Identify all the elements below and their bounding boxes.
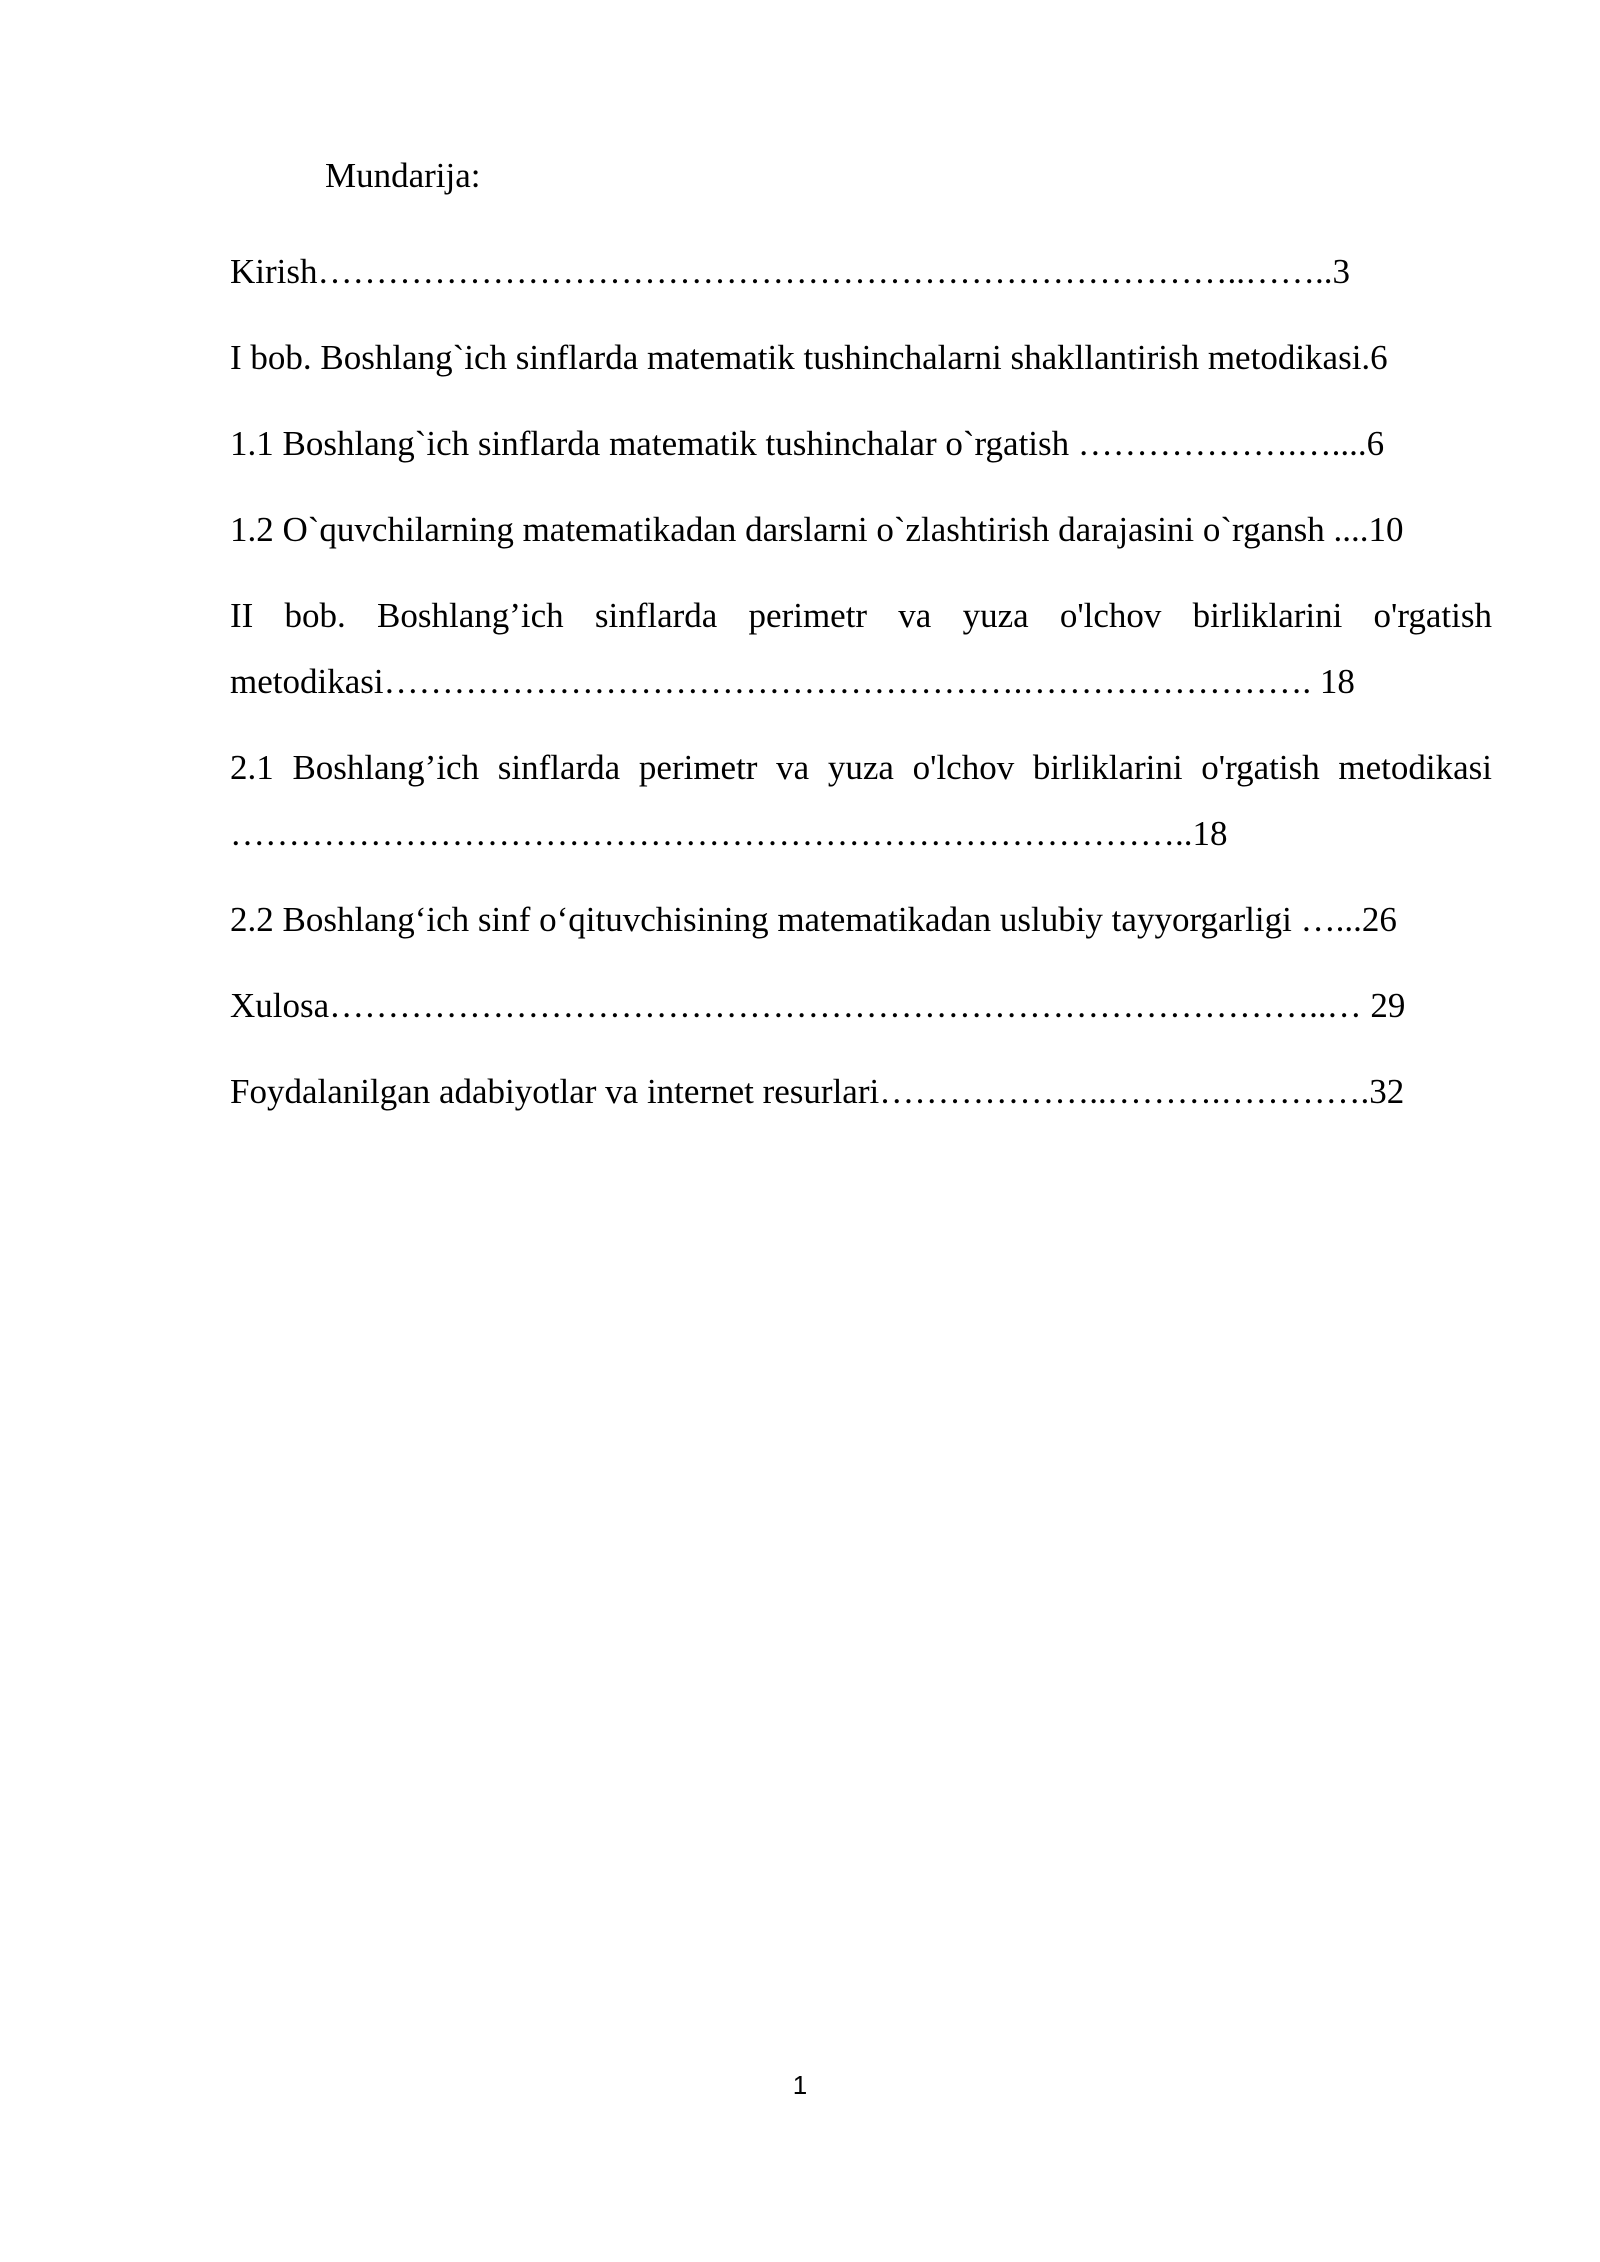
toc-title: Mundarija:	[325, 156, 481, 195]
toc-entry-page: 18	[1319, 662, 1355, 701]
toc-entry-references	[230, 1059, 1492, 1125]
toc-entry-text: 2.1 Boshlang’ich sinflarda perimetr va yuza o'lchov birliklarini o'rgatish metodikasi ………………………………………………………………………..	[230, 748, 1492, 853]
toc-entry-text: 1.1 Boshlang`ich sinflarda matematik tushinchalar o`rgatish ……………….…....	[230, 424, 1367, 463]
toc-entry-text: Xulosa…………………………………………………………………………..…	[230, 986, 1371, 1025]
toc-entry-page: 26	[1361, 900, 1397, 939]
toc-entry-section-2-2	[230, 887, 1492, 953]
toc-entry-page: 6	[1366, 424, 1385, 463]
toc-entry-page: 6	[1370, 338, 1388, 377]
toc-entry-text: II bob. Boshlang’ich sinflarda perimetr va yuza o'lchov birliklarini o'rgatish metodikasi……………………………………………….…………………….	[230, 596, 1492, 701]
toc-entry-text: 1.2 O`quvchilarning matematikadan darslarni o`zlashtirish darajasini o`rgansh ....	[230, 510, 1369, 549]
toc-entry-section-1-1	[230, 411, 1492, 477]
toc-entry-section-1-2	[230, 497, 1492, 563]
toc-entry-text: Foydalanilgan adabiyotlar va internet resurlari………………..……….………….	[230, 1072, 1370, 1111]
page-number: 1	[792, 2070, 808, 2100]
toc-entry-text: Kirish……………………………………………………………………..……..	[230, 252, 1333, 291]
toc-entry-page: 3	[1332, 252, 1350, 291]
toc-entry-kirish	[230, 239, 1492, 305]
toc-entry-text: 2.2 Boshlang‘ich sinf o‘qituvchisining matematikadan uslubiy tayyorgarligi …...	[230, 900, 1362, 939]
toc-entry-chapter-2	[230, 583, 1492, 715]
toc-entry-page: 18	[1192, 814, 1228, 853]
toc-entry-page: 10	[1368, 510, 1404, 549]
toc-entry-chapter-1	[230, 325, 1492, 391]
toc-entry-page: 32	[1369, 1072, 1405, 1111]
toc-entry-xulosa	[230, 973, 1492, 1039]
toc-entry-section-2-1	[230, 735, 1492, 867]
toc-entry-page: 29	[1370, 986, 1406, 1025]
toc-entry-text: I bob. Boshlang`ich sinflarda matematik tushinchalarni shakllantirish metodikasi.	[230, 338, 1371, 377]
table-of-contents	[230, 239, 1492, 1145]
